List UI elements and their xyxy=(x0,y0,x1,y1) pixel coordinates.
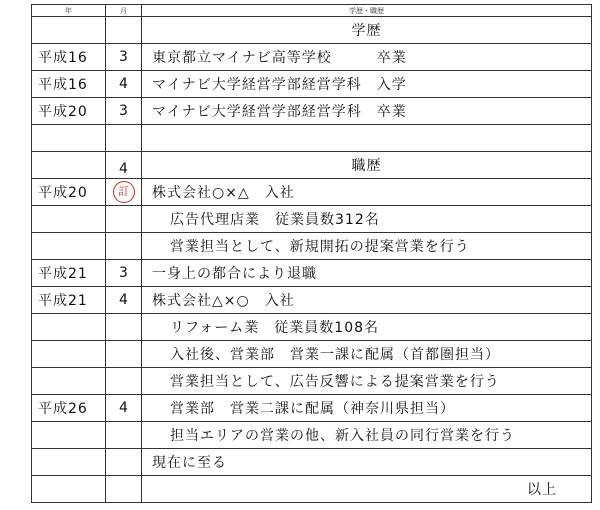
year-cell xyxy=(32,422,106,449)
month-cell xyxy=(106,368,142,395)
month-cell xyxy=(106,17,142,44)
history-row xyxy=(32,233,592,260)
year-cell xyxy=(32,233,106,260)
year-cell: 平成21 xyxy=(32,287,106,314)
history-text-cell: 入社後、営業部 営業一課に配属（首都圏担当） xyxy=(142,341,592,368)
month-cell xyxy=(106,233,142,260)
year-cell: 平成26 xyxy=(32,395,106,422)
correction-seal-stamp: 訂 xyxy=(113,181,135,203)
history-row xyxy=(32,206,592,233)
history-text-cell: マイナビ大学経営学部経営学科 卒業 xyxy=(142,98,592,125)
year-cell xyxy=(32,341,106,368)
history-text-cell: 担当エリアの営業の他、新入社員の同行営業を行う xyxy=(142,422,592,449)
history-text-cell: 現在に至る xyxy=(142,449,592,476)
year-header: 年 xyxy=(32,5,106,17)
month-cell xyxy=(106,161,142,206)
month-cell xyxy=(106,449,142,476)
year-cell xyxy=(32,17,106,44)
history-text-cell xyxy=(142,125,592,152)
year-cell: 平成16 xyxy=(32,71,106,98)
history-text-cell: 営業担当として、新規開拓の提案営業を行う xyxy=(142,233,592,260)
year-cell xyxy=(32,152,106,179)
history-row xyxy=(32,395,592,422)
month-cell xyxy=(106,206,142,233)
history-row xyxy=(32,449,592,476)
history-row xyxy=(32,368,592,395)
history-text-cell: 株式会社△×○ 入社 xyxy=(142,287,592,314)
history-row xyxy=(32,287,592,314)
month-cell: 4 xyxy=(106,71,142,98)
history-row xyxy=(32,341,592,368)
history-row xyxy=(32,476,592,503)
month-cell: 3 xyxy=(106,260,142,287)
month-cell: 3 xyxy=(106,44,142,71)
year-cell: 平成16 xyxy=(32,44,106,71)
year-cell xyxy=(32,314,106,341)
closing-text: 以上 xyxy=(142,476,592,503)
year-cell xyxy=(32,125,106,152)
history-header: 学歴・職歴 xyxy=(142,5,592,17)
history-table xyxy=(31,4,592,503)
month-cell xyxy=(106,125,142,152)
month-header: 月 xyxy=(106,5,142,17)
history-text-cell: 営業部 営業二課に配属（神奈川県担当） xyxy=(142,395,592,422)
month-cell xyxy=(106,422,142,449)
year-cell xyxy=(32,206,106,233)
history-text-cell: 東京都立マイナビ高等学校 卒業 xyxy=(142,44,592,71)
month-cell xyxy=(106,314,142,341)
history-text-cell: 株式会社○×△ 入社 xyxy=(142,179,592,206)
year-cell: 平成21 xyxy=(32,260,106,287)
resume-history-sheet xyxy=(31,4,591,503)
month-cell xyxy=(106,476,142,503)
month-cell: 3 xyxy=(106,98,142,125)
section-heading: 職歴 xyxy=(142,152,592,179)
history-row xyxy=(32,125,592,152)
year-cell: 平成20 xyxy=(32,98,106,125)
history-text-cell: 一身上の都合により退職 xyxy=(142,260,592,287)
history-row xyxy=(32,314,592,341)
month-cell xyxy=(106,341,142,368)
year-cell xyxy=(32,476,106,503)
history-text-cell: 広告代理店業 従業員数312名 xyxy=(142,206,592,233)
year-cell xyxy=(32,368,106,395)
history-row xyxy=(32,17,592,44)
history-row xyxy=(32,71,592,98)
history-row xyxy=(32,260,592,287)
month-cell: 4 xyxy=(106,395,142,422)
history-text-cell: マイナビ大学経営学部経営学科 入学 xyxy=(142,71,592,98)
month-cell: 4 xyxy=(106,287,142,314)
year-cell: 平成20 xyxy=(32,179,106,206)
corrected-month: 4 xyxy=(119,161,128,177)
history-text-cell: 営業担当として、広告反響による提案営業を行う xyxy=(142,368,592,395)
history-row xyxy=(32,98,592,125)
header-row xyxy=(32,5,592,17)
history-row xyxy=(32,422,592,449)
year-cell xyxy=(32,449,106,476)
history-row xyxy=(32,179,592,206)
history-text-cell: リフォーム業 従業員数108名 xyxy=(142,314,592,341)
history-row xyxy=(32,44,592,71)
section-heading: 学歴 xyxy=(142,17,592,44)
